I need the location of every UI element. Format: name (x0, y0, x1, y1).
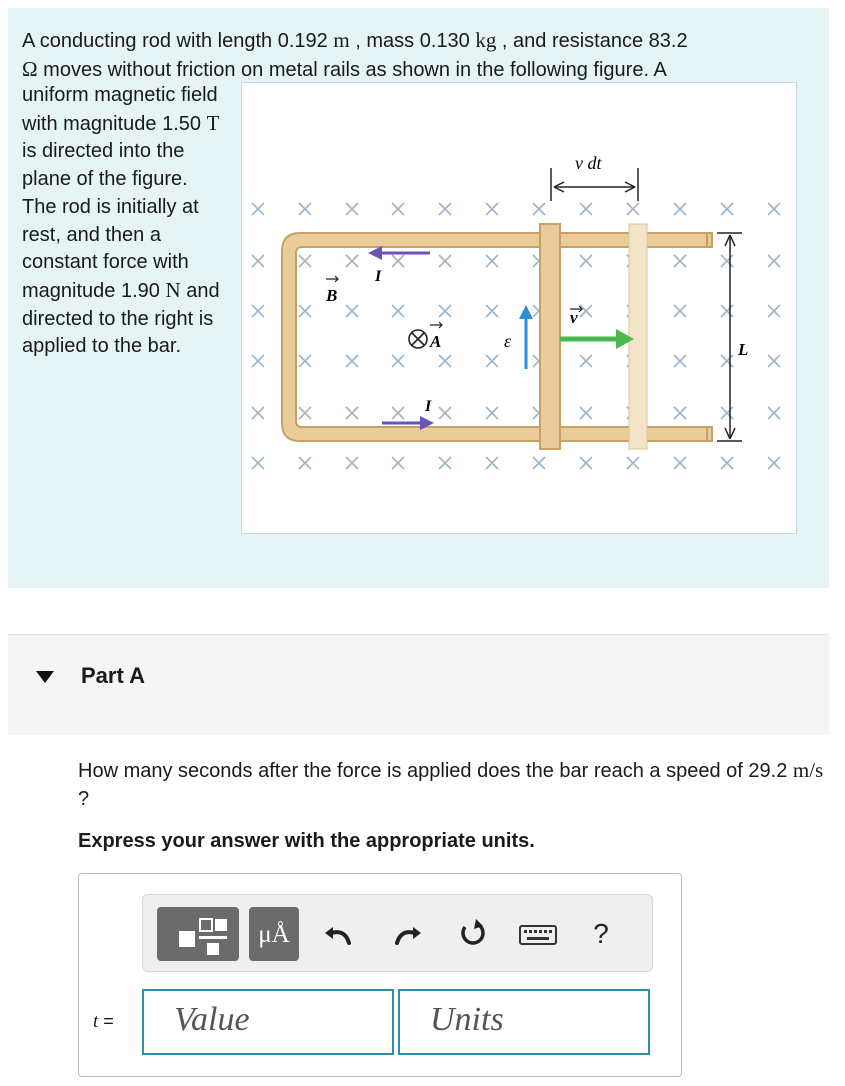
field-cross-icon (439, 255, 451, 267)
resistance-unit: Ω (22, 57, 38, 81)
field-cross-icon (439, 305, 451, 317)
field-cross-icon (486, 305, 498, 317)
field-cross-icon (439, 355, 451, 367)
field-cross-icon (580, 355, 592, 367)
reset-icon (455, 913, 491, 955)
field-cross-icon (392, 407, 404, 419)
field-cross-icon (674, 305, 686, 317)
label-L: L (738, 340, 749, 359)
answer-variable-label (93, 1011, 114, 1033)
equals-sign: = (98, 1011, 114, 1031)
field-cross-icon (533, 203, 545, 215)
field-cross-icon (392, 203, 404, 215)
intro-text: uniform magnetic field with magnitude (22, 84, 218, 135)
rod (540, 224, 560, 449)
field-cross-icon (299, 355, 311, 367)
variable-name: t (93, 1011, 99, 1032)
field-cross-icon (392, 457, 404, 469)
field-cross-icon (252, 203, 264, 215)
help-button[interactable] (583, 913, 619, 955)
units-input[interactable]: Units (398, 989, 650, 1055)
field-cross-icon (252, 305, 264, 317)
redo-button[interactable] (389, 913, 425, 955)
templates-button[interactable] (157, 907, 239, 961)
field-cross-icon (580, 407, 592, 419)
field-cross-icon (439, 457, 451, 469)
mass-unit: kg (475, 28, 497, 52)
redo-icon (389, 913, 425, 955)
units-button[interactable] (249, 907, 299, 961)
speed-unit: m/s (792, 758, 824, 782)
field-cross-icon (486, 457, 498, 469)
intro-text: , mass (349, 30, 420, 52)
field-cross-icon (252, 355, 264, 367)
rod-later-position (629, 224, 647, 449)
field-cross-icon (674, 255, 686, 267)
field-cross-icon (768, 255, 780, 267)
field-cross-icon (721, 407, 733, 419)
field-cross-icon (486, 355, 498, 367)
part-a-title: Part A (81, 663, 145, 688)
field-cross-icon (392, 355, 404, 367)
emf-arrow (519, 305, 533, 319)
field-cross-icon (299, 255, 311, 267)
answer-instruction: Express your answer with the appropriate units. (78, 830, 535, 852)
answer-box (78, 873, 682, 1077)
label-B: B (326, 286, 338, 305)
intro-text: is directed into the plane of the figure. The rod is initially at rest, and then a constant force with magnitude (22, 140, 199, 302)
intro-text: moves without friction on metal rails as shown in the following figure. A (37, 59, 667, 81)
field-cross-icon (674, 407, 686, 419)
field-cross-icon (768, 457, 780, 469)
keyboard-button[interactable] (517, 913, 559, 955)
question-text-main: How many seconds after the force is applied does the bar reach a speed of (78, 760, 749, 782)
field-cross-icon (486, 255, 498, 267)
field-cross-icon (768, 407, 780, 419)
intro-text: and directed to the right is applied to the bar. (22, 279, 220, 358)
field-cross-icon (674, 203, 686, 215)
field-unit: T (206, 110, 220, 135)
figure (241, 82, 797, 534)
field-cross-icon (580, 457, 592, 469)
field-cross-icon (674, 457, 686, 469)
field-cross-icon (627, 457, 639, 469)
field-cross-icon (392, 305, 404, 317)
current-arrow-top (368, 246, 382, 260)
part-a-header[interactable] (8, 634, 829, 735)
question-text-end: ? (78, 788, 90, 810)
field-cross-icon (346, 457, 358, 469)
label-I-top: I (375, 268, 382, 285)
force-value: 1.90 (120, 279, 160, 302)
field-cross-icon (299, 305, 311, 317)
template-icon (157, 907, 239, 961)
field-cross-icon (252, 457, 264, 469)
field-cross-icon (721, 255, 733, 267)
keyboard-icon (517, 913, 559, 955)
undo-icon (321, 913, 357, 955)
field-cross-icon (439, 203, 451, 215)
field-cross-icon (252, 407, 264, 419)
undo-button[interactable] (321, 913, 357, 955)
field-cross-icon (721, 203, 733, 215)
length-value: 0.192 (277, 30, 328, 52)
figure-drawing (242, 83, 796, 533)
field-cross-icon (721, 457, 733, 469)
field-cross-icon (299, 203, 311, 215)
field-cross-icon (486, 407, 498, 419)
label-vdt: v dt (575, 153, 602, 173)
field-cross-icon (580, 255, 592, 267)
field-cross-icon (580, 305, 592, 317)
units-icon: μÅ (258, 921, 290, 948)
label-emf: ε (504, 331, 512, 351)
speed-value: 29.2 (748, 760, 788, 782)
field-cross-icon (674, 355, 686, 367)
value-input[interactable]: Value (142, 989, 394, 1055)
field-value: 1.50 (162, 112, 202, 135)
reset-button[interactable] (455, 913, 491, 955)
field-cross-icon (252, 255, 264, 267)
intro-text: A conducting rod with length (22, 30, 278, 52)
field-cross-icon (627, 203, 639, 215)
label-I-bottom: I (425, 398, 432, 415)
field-cross-icon (768, 305, 780, 317)
collapse-caret-icon[interactable] (36, 671, 54, 683)
field-cross-icon (439, 407, 451, 419)
field-cross-icon (299, 457, 311, 469)
force-unit: N (165, 277, 181, 302)
math-toolbar (142, 894, 653, 972)
field-cross-icon (346, 355, 358, 367)
label-A: A (430, 332, 442, 351)
length-unit: m (333, 28, 350, 52)
field-cross-icon (721, 305, 733, 317)
field-cross-icon (486, 203, 498, 215)
field-cross-icon (580, 203, 592, 215)
field-cross-icon (346, 203, 358, 215)
field-cross-icon (768, 355, 780, 367)
mass-value: 0.130 (419, 30, 470, 52)
field-cross-icon (346, 305, 358, 317)
field-cross-icon (721, 355, 733, 367)
help-icon: ? (593, 918, 609, 949)
problem-intro-left (22, 82, 227, 361)
field-cross-icon (299, 407, 311, 419)
question-text (78, 756, 838, 813)
field-cross-icon (392, 255, 404, 267)
field-cross-icon (768, 203, 780, 215)
label-v: v (570, 308, 578, 327)
field-cross-icon (533, 457, 545, 469)
problem-intro-top (22, 26, 812, 84)
field-cross-icon (346, 407, 358, 419)
resistance-value: 83.2 (648, 30, 688, 52)
intro-text: , and resistance (496, 30, 649, 52)
field-cross-icon (346, 255, 358, 267)
